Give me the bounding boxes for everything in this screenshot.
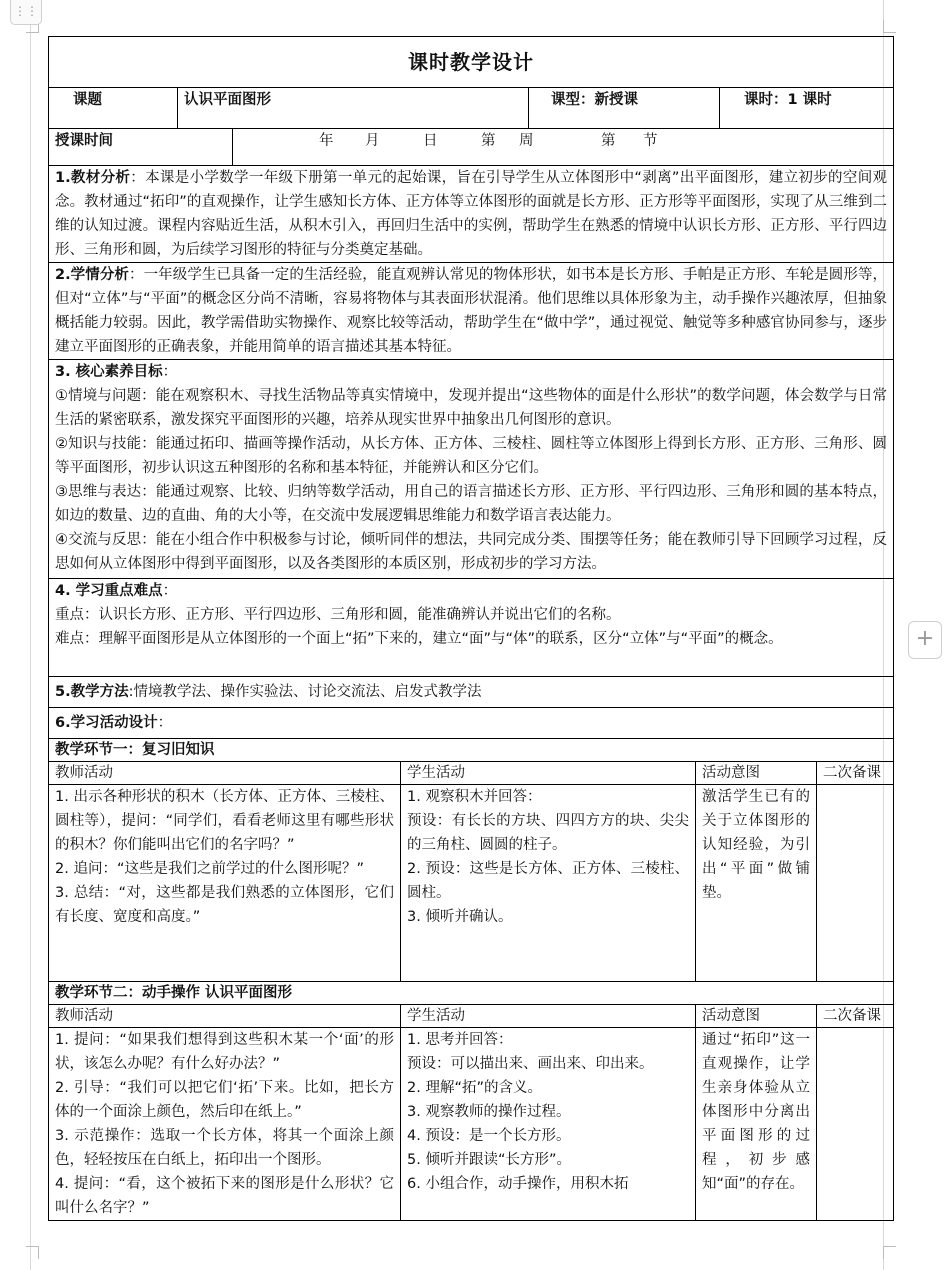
stage2-student-line: 5. 倾听并跟读“长方形”。 [407, 1152, 571, 1168]
lesson-hours[interactable]: 课时：1 课时 [720, 88, 894, 129]
student-heading: 2.学情分析 [55, 267, 129, 283]
col-second-prep: 二次备课 [817, 762, 894, 785]
stage1-student-line: 1. 观察积木并回答： [407, 789, 542, 805]
page-corner-mark [883, 20, 896, 33]
lesson-plan-table [48, 36, 894, 1221]
stage2-student-activity[interactable] [401, 1028, 696, 1221]
time-day: 日 [423, 133, 438, 149]
topic-label: 课题 [49, 88, 178, 129]
student-text: ：一年级学生已具备一定的生活经验，能直观辨认常见的物体形状，如书本是长方形、手帕是正方形、车轮是圆形等，但对“立体”与“平面”的概念区分尚不清晰，容易将物体与其表面形状混淆。他们思维以具体形象为主，动手操作兴趣浓厚，但抽象概括能力较弱。因此，教学需借助实物操作、观察比较等活动，帮助学生在“做中学”，通过视觉、触觉等多种感官协同参与，逐步建立平面图形的正确表象，并能用简单的语言描述其基本特征。 [55, 267, 888, 355]
page-corner-mark [26, 1246, 39, 1259]
col-student-activity: 学生活动 [401, 1005, 696, 1028]
page-title: 课时教学设计 [49, 37, 894, 88]
stage2-teacher-activity[interactable] [49, 1028, 401, 1221]
stage2-title: 教学环节二：动手操作 认识平面图形 [49, 982, 894, 1005]
key-focus: 重点：认识长方形、正方形、平行四边形、三角形和圆，能准确辨认并说出它们的名称。 [55, 607, 621, 623]
time-year: 年 [319, 133, 334, 149]
col-teacher-activity: 教师活动 [49, 1005, 401, 1028]
stage2-student-line: 6. 小组合作，动手操作，用积木拓 [407, 1176, 629, 1192]
key-points-heading: 4. 学习重点难点 [55, 583, 163, 599]
material-text: ：本课是小学数学一年级下册第一单元的起始课，旨在引导学生从立体图形中“剥离”出平面图形，建立初步的空间观念。教材通过“拓印”的直观操作，让学生感知长方体、正方体等立体图形的面就是长方形、正方形等平面图形，实现了从三维到二维的认知过渡。课程内容贴近生活，从积木引入，再回归生活中的实例，帮助学生在熟悉的情境中认识长方形、正方形、平行四边形、三角形和圆，为后续学习图形的特征与分类奠定基础。 [55, 170, 888, 258]
stage1-teacher-line: 3. 总结：“对，这些都是我们熟悉的立体图形，它们有长度、宽度和高度。” [55, 885, 394, 925]
key-points-colon: ： [162, 583, 178, 599]
activity-colon: ： [157, 715, 173, 731]
methods-text: :情境教学法、操作实验法、讨论交流法、启发式教学法 [128, 684, 482, 700]
stage2-second-prep[interactable] [817, 1028, 894, 1221]
stage1-student-line: 2. 预设：这些是长方体、正方体、三棱柱、圆柱。 [407, 861, 689, 901]
stage1-teacher-activity[interactable] [49, 785, 401, 982]
stage1-title: 教学环节一：复习旧知识 [49, 739, 894, 762]
activity-design[interactable] [49, 708, 894, 739]
col-second-prep: 二次备课 [817, 1005, 894, 1028]
goal-item: ③思维与表达：能通过观察、比较、归纳等数学活动，用自己的语言描述长方形、正方形、平行四边形、三角形和圆的基本特点，如边的数量、边的直曲、角的大小等，在交流中发展逻辑思维能力和数学语言表达能力。 [55, 484, 888, 524]
student-analysis[interactable] [49, 263, 894, 360]
stage2-intent[interactable]: 通过“拓印”这一直观操作，让学生亲身体验从立体图形中分离出平面图形的过程，初步感知“面”的存在。 [696, 1028, 817, 1221]
core-goals[interactable] [49, 360, 894, 579]
stage2-teacher-line: 4. 提问：“看，这个被拓下来的图形是什么形状？它叫什么名字？” [55, 1176, 394, 1216]
lesson-type[interactable]: 课型：新授课 [529, 88, 720, 129]
activity-heading: 6.学习活动设计 [55, 715, 158, 731]
page-corner-mark [883, 1246, 896, 1259]
stage2-teacher-line: 1. 提问：“如果我们想得到这些积木某一个‘面’的形状，该怎么办呢？有什么好办法？” [55, 1032, 394, 1072]
goal-item: ①情境与问题：能在观察积木、寻找生活物品等真实情境中，发现并提出“这些物体的面是什么形状”的数学问题，体会数学与日常生活的紧密联系，激发探究平面图形的兴趣，培养从现实世界中抽象出几何图形的意识。 [55, 388, 888, 428]
col-activity-intent: 活动意图 [696, 762, 817, 785]
time-month: 月 [365, 133, 380, 149]
stage2-student-line: 3. 观察教师的操作过程。 [407, 1104, 571, 1120]
stage2-student-line: 4. 预设：是一个长方形。 [407, 1128, 571, 1144]
goals-heading: 3. 核心素养目标 [55, 364, 163, 380]
time-week-prefix: 第 [481, 133, 496, 149]
time-week: 周 [519, 133, 534, 149]
table-drag-handle-icon[interactable]: ⋮⋮ [10, 0, 42, 25]
stage1-intent[interactable]: 激活学生已有的关于立体图形的认知经验，为引出“平面”做铺垫。 [696, 785, 817, 982]
stage1-second-prep[interactable] [817, 785, 894, 982]
col-activity-intent: 活动意图 [696, 1005, 817, 1028]
stage1-student-activity[interactable] [401, 785, 696, 982]
stage1-teacher-line: 1. 出示各种形状的积木（长方体、正方体、三棱柱、圆柱等），提问：“同学们，看看老师这里有哪些形状的积木？你们能叫出它们的名字吗？” [55, 789, 394, 853]
page-edge-left [30, 0, 31, 1270]
stage2-student-line: 2. 理解“拓”的含义。 [407, 1080, 542, 1096]
key-points[interactable] [49, 579, 894, 677]
stage2-teacher-line: 2. 引导：“我们可以把它们‘拓’下来。比如，把长方体的一个面涂上颜色，然后印在纸上。” [55, 1080, 394, 1120]
col-student-activity: 学生活动 [401, 762, 696, 785]
material-heading: 1.教材分析 [55, 170, 131, 186]
key-difficulty: 难点：理解平面图形是从立体图形的一个面上“拓”下来的，建立“面”与“体”的联系，区分“立体”与“平面”的概念。 [55, 631, 783, 647]
time-section-prefix: 第 [601, 133, 616, 149]
topic-value[interactable]: 认识平面图形 [178, 88, 529, 129]
stage1-teacher-line: 2. 追问：“这些是我们之前学过的什么图形呢？” [55, 861, 364, 877]
methods-heading: 5.教学方法 [55, 684, 129, 700]
time-value[interactable] [233, 129, 894, 166]
stage1-student-line: 3. 倾听并确认。 [407, 909, 513, 925]
add-row-button[interactable]: + [908, 621, 942, 659]
material-analysis[interactable] [49, 166, 894, 263]
goals-colon: ： [162, 364, 178, 380]
goal-item: ④交流与反思：能在小组合作中积极参与讨论，倾听同伴的想法，共同完成分类、围摆等任务；能在教师引导下回顾学习过程，反思如何从立体图形中得到平面图形，以及各类图形的本质区别，形成初步的学习方法。 [55, 532, 888, 572]
teaching-methods[interactable] [49, 677, 894, 708]
stage2-student-line: 1. 思考并回答： [407, 1032, 513, 1048]
time-label: 授课时间 [49, 129, 233, 166]
goal-item: ②知识与技能：能通过拓印、描画等操作活动，从长方体、正方体、三棱柱、圆柱等立体图形上得到长方形、正方形、三角形、圆等平面图形，初步认识这五种图形的名称和基本特征，并能辨认和区分它们。 [55, 436, 888, 476]
stage2-student-line: 预设：可以描出来、画出来、印出来。 [407, 1056, 654, 1072]
time-section: 节 [643, 133, 658, 149]
stage2-teacher-line: 3. 示范操作：选取一个长方体，将其一个面涂上颜色，轻轻按压在白纸上，拓印出一个图形。 [55, 1128, 394, 1168]
stage1-student-line: 预设：有长长的方块、四四方方的块、尖尖的三角柱、圆圆的柱子。 [407, 813, 689, 853]
col-teacher-activity: 教师活动 [49, 762, 401, 785]
